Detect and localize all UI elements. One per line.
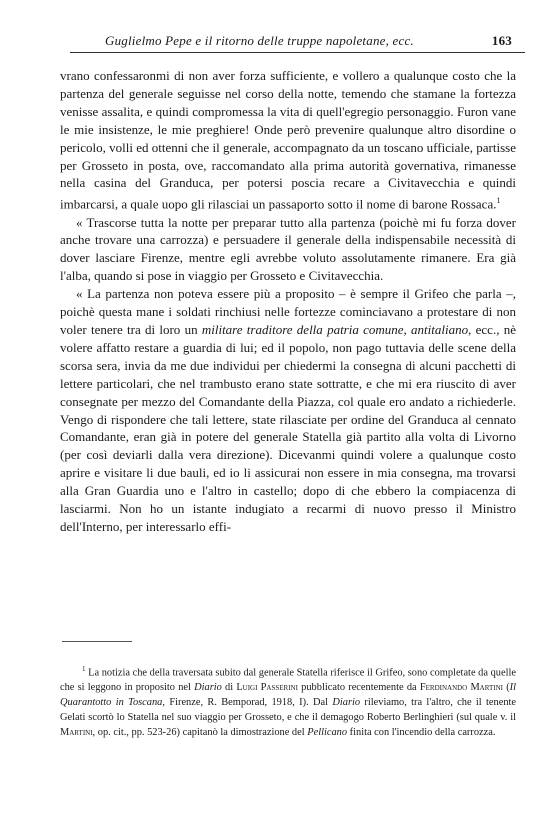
- footnote-text-7: , op. cit., pp. 523-26) capitanò la dimostrazione del: [92, 726, 308, 738]
- footnote-text-6: rileviamo, tra l'altro, che il tenente Gelati scortò lo Statella nel suo viaggio per Grosseto, e che il demagogo Roberto Berlinghieri (sul quale v. il: [60, 697, 517, 723]
- footnote-paragraph: [60, 662, 516, 740]
- footnote-text-3: pubblicato recentemente da: [297, 682, 420, 694]
- footnote-text-1: La notizia che della traversata subito dal generale Statella riferisce il Grifeo, sono completate da quelle che si leggono in proposito nel: [60, 667, 516, 694]
- footnote-text-5: , Firenze, R. Bemporad, 1918, I). Dal: [162, 697, 333, 709]
- paragraph-3: [60, 285, 516, 536]
- footnote-text-8: finita con l'incendio della carrozza.: [347, 726, 496, 738]
- running-title: Guglielmo Pepe e il ritorno delle truppe napoletane, ecc.: [105, 33, 414, 48]
- footnote-text-2: di: [221, 682, 237, 694]
- paragraph-3-text-b: , ecc., nè volere affatto restare a guardia di lui; ed il popolo, non pago tuttavia delle scene della scorsa sera, invia da me due individui per chiedermi la consegna di alcuni pacchetti di lettere particolari, che nel trambusto erano state sottratte, e che mi era riuscito di aver consegnate per mezzo del Comandante della Piazza, col quale ero andato a richiederle. Vengo di rispondere che tali lettere, state rilasciate per ordine del Granduca al cennato Comandante, eran già in potere del generale Statella già partito alla volta di Livorno (per così deviarli dalla vera direzione). Dicevanmi quindi volere a qualunque costo aprire e visitare li due bauli, ed io li assicurai non essere in mia consegna, ma trovarsi alla Gran Guardia uno e l'altro in castello; dopo di che ebbero la compiacenza di lasciarmi. Non ho un istante indugiato a recarmi di nuovo presso il Ministro dell'Interno, per interessarlo effi-: [60, 322, 516, 534]
- footnote-marker: 1: [82, 665, 86, 673]
- footnote-author-passerini: Luigi Passerini: [236, 682, 298, 694]
- paragraph-1-text: vrano confessaronmi di non aver forza sufficiente, e vollero a qualunque costo che la partenza del generale seguisse nel corso della notte, temendo che stamane la fortezza venisse assalita, e quindi compromessa la vita di quell'egregio personaggio. Furon vane le mie insistenze, le mie preghiere! Onde però prevenire qualunque altro disordine o pericolo, volli ed ottenni che il generale, accompagnato da un toscano ufficiale, partisse per Grosseto in posta, ove, raccomandato alla prima autorità governativa, rimanesse nella casina del Granduca, per potersi poscia recare a Civitavecchia e quindi imbarcarsi, a quale uopo gli rilasciai un passaporto sotto il nome di barone Rossaca.: [60, 68, 516, 212]
- footnote-rule: [62, 641, 132, 642]
- footnote-diario: Diario: [194, 682, 222, 694]
- paragraph-3-italic-quote: militare traditore della patria comune, antitaliano: [201, 322, 469, 338]
- footnote-author-martini: Ferdinando Martini: [419, 682, 503, 694]
- footnote-diario-2: Diario: [332, 697, 361, 709]
- paragraph-2: « Trascorse tutta la notte per preparar tutto alla partenza (poichè mi fu forza dover anche trovare una carrozza) e persuadere il generale della indispensabile necessità di dover lasciare Firenze, mentre egli avrebbe voluto assolutamente rimanere. Era già l'alba, quando si pose in viaggio per Grosseto e Civitavecchia.: [60, 214, 516, 284]
- main-text: [60, 67, 516, 536]
- footnote-author-martini-2: Martini: [60, 726, 93, 738]
- header-rule: [70, 52, 525, 53]
- running-header: [70, 33, 530, 51]
- footnote: [60, 662, 516, 740]
- footnote-book-title: Il Quarantotto in Toscana: [60, 682, 517, 709]
- paragraph-3-text-a: « La partenza non poteva essere più a proposito – è sempre il Grifeo che parla –, poichè questa mane i soldati rinchiusi nelle fortezze cominciavano a protestare di non voler tenere tra di loro un: [60, 286, 516, 338]
- page-number: 163: [491, 33, 512, 48]
- footnote-reference: 1: [496, 196, 501, 206]
- paragraph-1: [60, 67, 516, 214]
- footnote-pellicano: Pellicano: [307, 726, 348, 738]
- footnote-text-4: (: [502, 682, 510, 694]
